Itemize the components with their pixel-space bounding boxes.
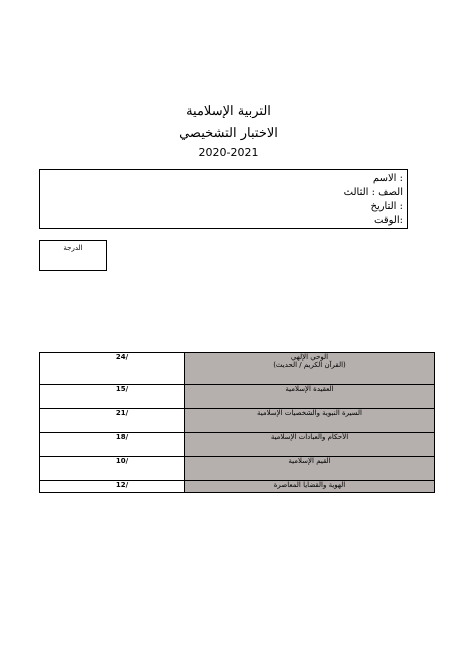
academic-year: 2020-2021 (198, 146, 259, 159)
exam-title: الاختبار التشخيصي (179, 126, 278, 141)
unit-name: الأحكام والعبادات الإسلامية (185, 433, 435, 457)
table-row (40, 353, 435, 385)
unit-name: الوحي الإلهي (القرآن الكريم / الحديث) (185, 353, 435, 385)
score-box-label: الدرجة (63, 244, 83, 252)
unit-name: الهوية والقضايا المعاصرة (185, 481, 435, 493)
unit-subtitle: (القرآن الكريم / الحديث) (273, 361, 346, 369)
unit-score: 15/ (40, 385, 185, 409)
table-row (40, 481, 435, 493)
unit-name: القيم الإسلامية (185, 457, 435, 481)
grade-field-label[interactable]: الصف : الثالث (343, 187, 403, 198)
unit-score: 21/ (40, 409, 185, 433)
table-row (40, 409, 435, 433)
unit-score: 18/ (40, 433, 185, 457)
date-field-label[interactable]: : التاريخ (370, 201, 403, 212)
name-field-label[interactable]: : الاسم (372, 173, 403, 184)
score-box[interactable] (39, 240, 107, 271)
time-field-label[interactable]: :الوقت (374, 215, 403, 226)
unit-score: 24/ (40, 353, 185, 385)
student-info-box (39, 169, 408, 229)
unit-score: 10/ (40, 457, 185, 481)
table-row (40, 385, 435, 409)
unit-name: السيرة النبوية والشخصيات الإسلامية (185, 409, 435, 433)
units-table (39, 352, 435, 493)
table-row (40, 457, 435, 481)
unit-name: العقيدة الإسلامية (185, 385, 435, 409)
unit-score: 12/ (40, 481, 185, 493)
subject-title: التربية الإسلامية (186, 104, 271, 119)
table-row (40, 433, 435, 457)
